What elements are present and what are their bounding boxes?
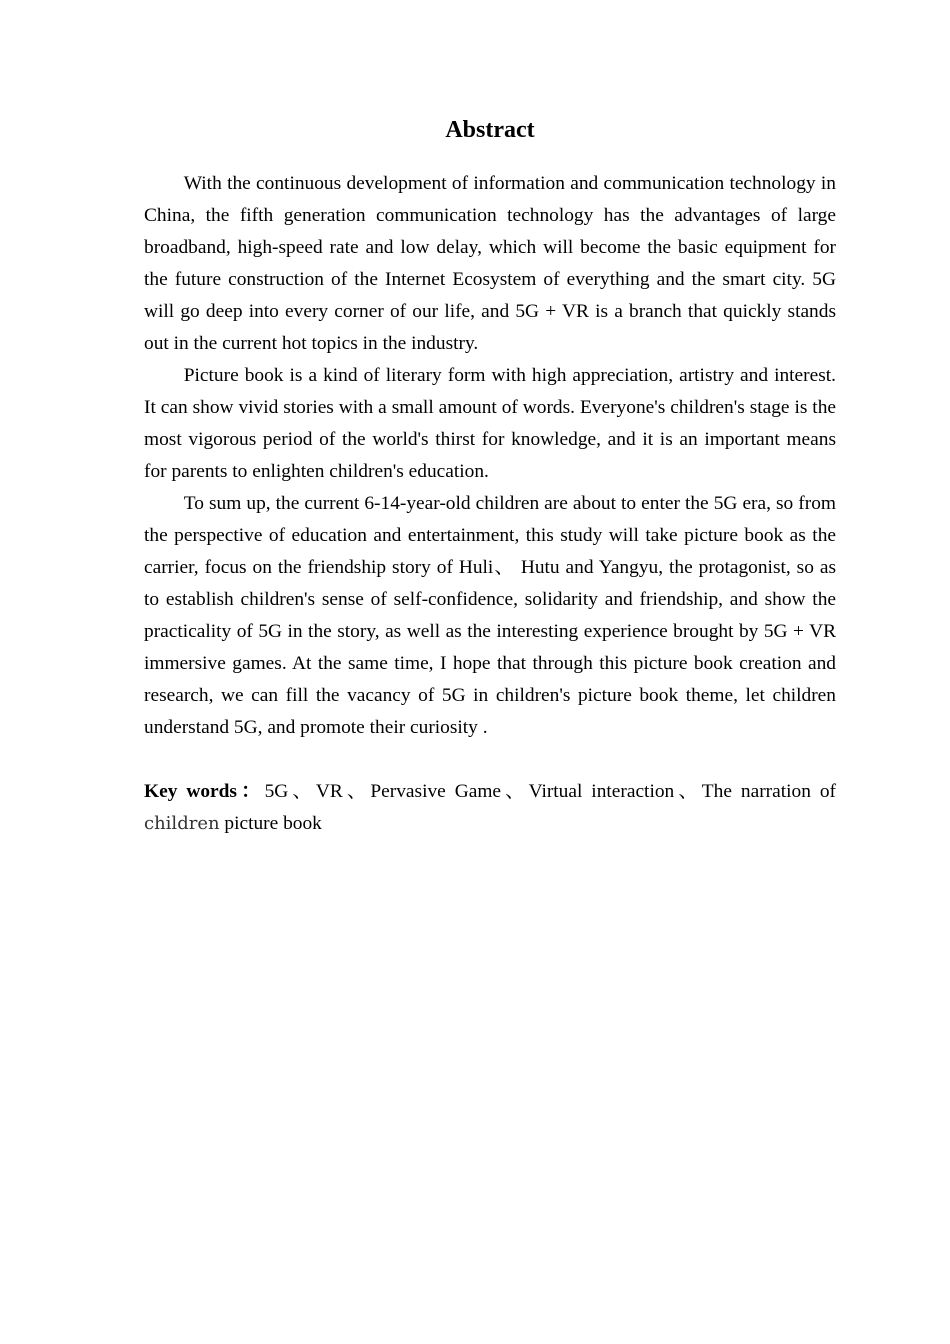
keywords-text-end: picture book	[219, 813, 322, 834]
abstract-paragraph-1: With the continuous development of information and communication technology in China, the fifth generation communication technology has the advantages of large broadband, high-speed rate and low delay, which will become the basic equipment for the future construction of the Internet Ecosystem of everything and the smart city. 5G will go deep into every corner of our life, and 5G + VR is a branch that quickly stands out in the current hot topics in the industry.	[144, 173, 836, 354]
keywords-text: 5G、VR、Pervasive Game、Virtual interaction、The narration of	[264, 781, 836, 802]
abstract-paragraph-2: Picture book is a kind of literary form with high appreciation, artistry and interest. It can show vivid stories with a small amount of words. Everyone's children's stage is the most vigorous period of the world's thirst for knowledge, and it is an important means for parents to enlighten children's education.	[144, 365, 836, 482]
keywords-highlight: children	[144, 813, 220, 834]
keywords-line	[144, 776, 836, 840]
abstract-paragraph-3: To sum up, the current 6-14-year-old children are about to enter the 5G era, so from the perspective of education and entertainment, this study will take picture book as the carrier, focus on the friendship story of Huli、 Hutu and Yangyu, the protagonist, so as to establish children's sense of self-confidence, solidarity and friendship, and show the practicality of 5G in the story, as well as the interesting experience brought by 5G + VR immersive games. At the same time, I hope that through this picture book creation and research, we can fill the vacancy of 5G in children's picture book theme, let children understand 5G, and promote their curiosity .	[144, 493, 836, 738]
abstract-page	[144, 112, 836, 840]
keywords-label: Key words：	[144, 781, 265, 802]
abstract-title: Abstract	[445, 117, 535, 143]
